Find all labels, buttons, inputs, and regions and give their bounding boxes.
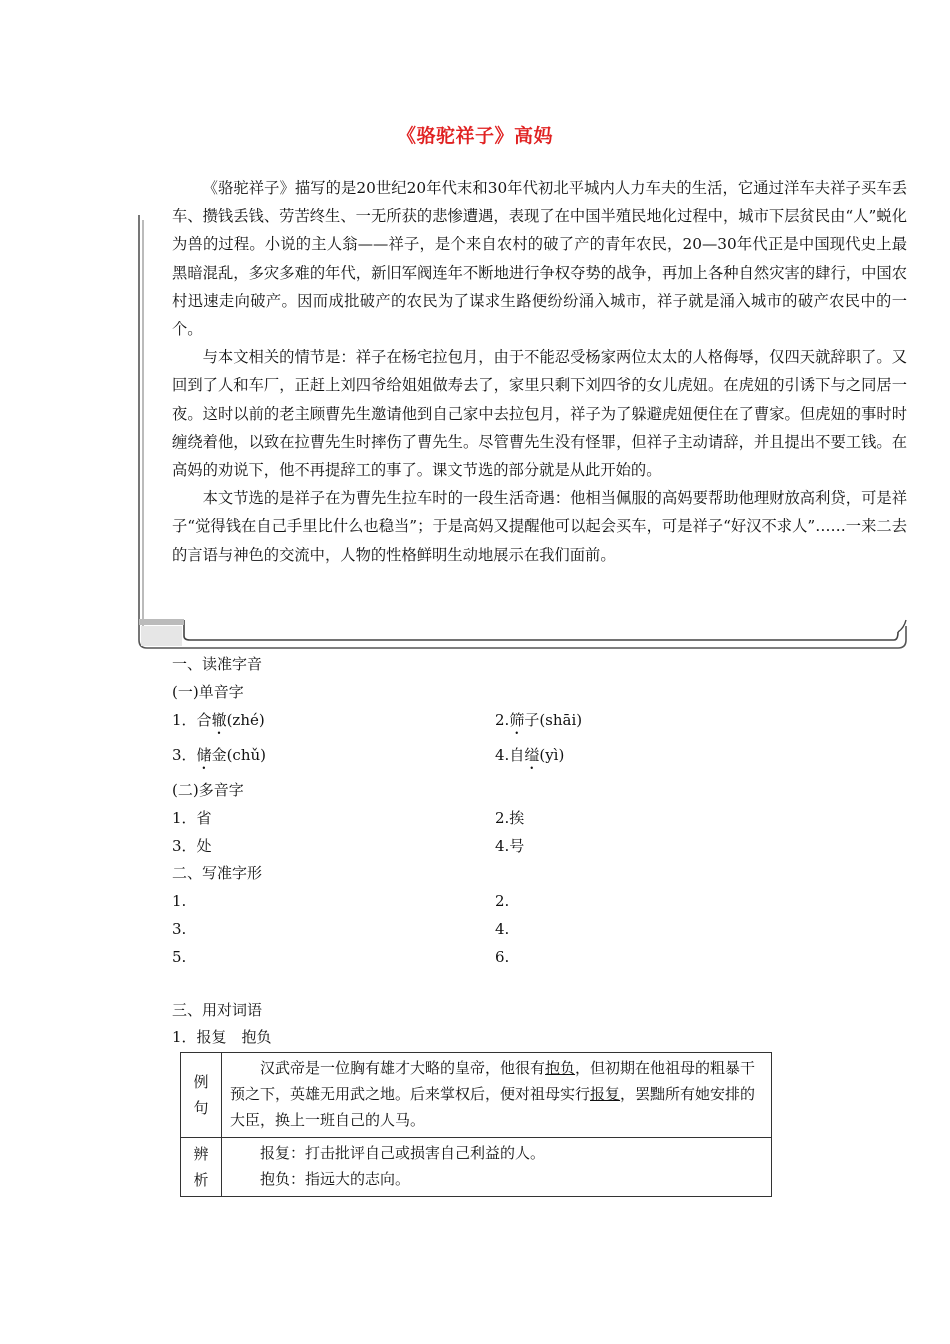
writing-item: 3. <box>172 920 187 938</box>
polyphone-item: 3．处 <box>172 837 212 855</box>
pronunciation-item: 1．合辙(zhé) <box>172 711 265 729</box>
example-label: 例 句 <box>181 1053 222 1138</box>
word-pair: 1．报复 抱负 <box>172 1028 272 1046</box>
writing-item: 6. <box>495 948 510 966</box>
intro-paragraph: 《骆驼祥子》描写的是20世纪20年代末和30年代初北平城内人力车夫的生活，它通过洋车夫祥子买车丢车、攒钱丢钱、劳苦终生、一无所获的悲惨遭遇，表现了在中国半殖民地化过程中，城市下层贫民由“人”蜕化为兽的过程。小说的主人翁——祥子，是个来自农村的破了产的青年农民，20—30年代正是中国现代史上最黑暗混乱，多灾多难的年代，新旧军阀连年不断地进行争权夺势的战争，再加上各种自然灾害的肆行，中国农村迅速走向破产。因而成批破产的农民为了谋求生路便纷纷涌入城市，祥子就是涌入城市的破产农民中的一个。 <box>172 179 907 339</box>
pronunciation-item: 3．储金(chǔ) <box>172 746 266 764</box>
table-row <box>181 1138 772 1197</box>
pronunciation-item: 2.筛子(shāi) <box>495 711 583 729</box>
section-heading: 一、读准字音 <box>172 655 263 673</box>
intro-paragraph: 与本文相关的情节是：祥子在杨宅拉包月，由于不能忍受杨家两位太太的人格侮辱，仅四天就辞职了。又回到了人和车厂，正赶上刘四爷给姐姐做寿去了，家里只剩下刘四爷的女儿虎妞。在虎妞的引诱下与之同居一夜。这时以前的老主顾曹先生邀请他到自己家中去拉包月，祥子为了躲避虎妞便住在了曹家。但虎妞的事时时缠绕着他，以致在拉曹先生时摔伤了曹先生。尽管曹先生没有怪罪，但祥子主动请辞，并且提出不要工钱。在高妈的劝说下，他不再提辞工的事了。课文节选的部分就是从此开始的。 <box>172 348 907 480</box>
writing-item: 5. <box>172 948 187 966</box>
analysis-text: 报复：打击批评自己或损害自己利益的人。 抱负：指远大的志向。 <box>222 1138 772 1197</box>
pronunciation-item: 4.自缢(yì) <box>495 746 565 764</box>
subsection-heading: (一)单音字 <box>172 683 244 701</box>
writing-item: 4. <box>495 920 510 938</box>
writing-item: 1. <box>172 892 187 910</box>
section-heading: 三、用对词语 <box>172 1001 263 1019</box>
polyphone-item: 2.挨 <box>495 809 525 827</box>
polyphone-item: 1．省 <box>172 809 212 827</box>
intro-text <box>172 174 907 569</box>
example-sentence: 汉武帝是一位胸有雄才大略的皇帝，他很有抱负，但初期在他祖母的粗暴干预之下，英雄无用武之地。后来掌权后，便对祖母实行报复，罢黜所有她安排的大臣，换上一班自己的人马。 <box>222 1053 772 1138</box>
writing-item: 2. <box>495 892 510 910</box>
analysis-label: 辨 析 <box>181 1138 222 1197</box>
word-comparison-table <box>180 1052 772 1197</box>
intro-paragraph: 本文节选的是祥子在为曹先生拉车时的一段生活奇遇：他相当佩服的高妈要帮助他理财放高利贷，可是祥子“觉得钱在自己手里比什么也稳当”；于是高妈又提醒他可以起会买车，可是祥子“好汉不求人”……一来二去的言语与神色的交流中，人物的性格鲜明生动地展示在我们面前。 <box>172 489 907 564</box>
table-row <box>181 1053 772 1138</box>
polyphone-item: 4.号 <box>495 837 525 855</box>
subsection-heading: (二)多音字 <box>172 781 244 799</box>
page-title: 《骆驼祥子》高妈 <box>396 125 553 147</box>
section-heading: 二、写准字形 <box>172 864 263 882</box>
